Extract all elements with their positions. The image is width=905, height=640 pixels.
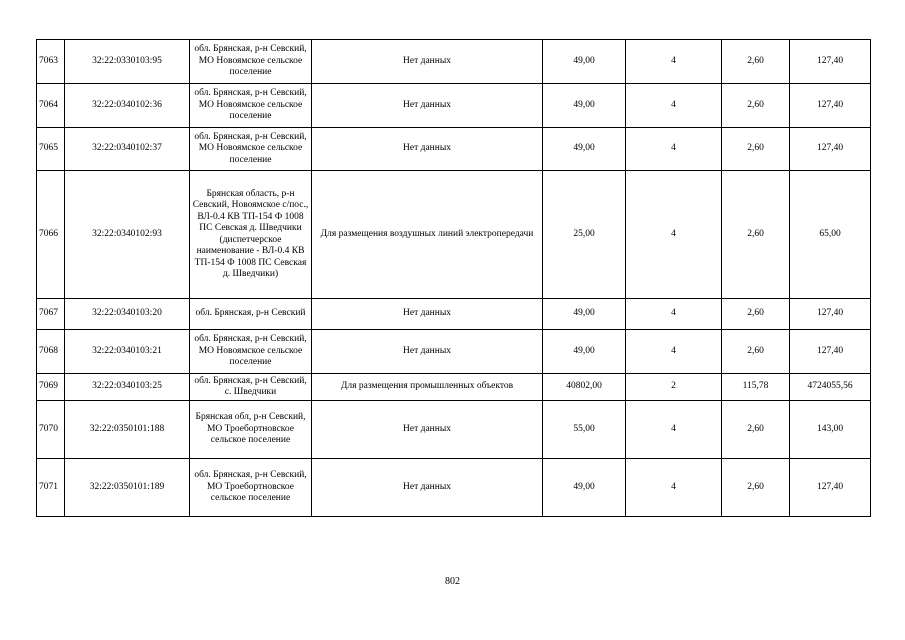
permitted-use: Нет данных — [312, 128, 543, 171]
cadastral-value: 127,40 — [790, 84, 871, 128]
row-number: 7063 — [37, 40, 65, 84]
cadastral-number: 32:22:0340103:20 — [65, 299, 190, 330]
permitted-use: Для размещения промышленных объектов — [312, 374, 543, 401]
row-number: 7067 — [37, 299, 65, 330]
row-number: 7064 — [37, 84, 65, 128]
row-number: 7066 — [37, 171, 65, 299]
permitted-use: Нет данных — [312, 84, 543, 128]
group-number: 4 — [626, 459, 722, 517]
specific-value: 2,60 — [722, 40, 790, 84]
cadastral-number: 32:22:0340102:36 — [65, 84, 190, 128]
area: 55,00 — [543, 401, 626, 459]
cadastral-number: 32:22:0350101:189 — [65, 459, 190, 517]
permitted-use: Для размещения воздушных линий электропередачи — [312, 171, 543, 299]
cadastral-register-table — [36, 39, 871, 517]
row-number: 7065 — [37, 128, 65, 171]
table-row — [37, 330, 871, 374]
group-number: 4 — [626, 171, 722, 299]
cadastral-number: 32:22:0330103:95 — [65, 40, 190, 84]
address: Брянская обл, р-н Севский, МО Троебортновское сельское поселение — [190, 401, 312, 459]
address: обл. Брянская, р-н Севский, МО Троебортновское сельское поселение — [190, 459, 312, 517]
cadastral-number: 32:22:0340103:21 — [65, 330, 190, 374]
group-number: 4 — [626, 299, 722, 330]
table-row — [37, 171, 871, 299]
area: 49,00 — [543, 128, 626, 171]
cadastral-number: 32:22:0340102:93 — [65, 171, 190, 299]
specific-value: 2,60 — [722, 330, 790, 374]
group-number: 4 — [626, 401, 722, 459]
table-row — [37, 128, 871, 171]
cadastral-number: 32:22:0340103:25 — [65, 374, 190, 401]
cadastral-value: 4724055,56 — [790, 374, 871, 401]
permitted-use: Нет данных — [312, 299, 543, 330]
row-number: 7069 — [37, 374, 65, 401]
cadastral-value: 127,40 — [790, 299, 871, 330]
specific-value: 2,60 — [722, 401, 790, 459]
group-number: 4 — [626, 128, 722, 171]
cadastral-value: 127,40 — [790, 128, 871, 171]
address: обл. Брянская, р-н Севский, МО Новоямское сельское поселение — [190, 128, 312, 171]
table-row — [37, 459, 871, 517]
address: обл. Брянская, р-н Севский, с. Шведчики — [190, 374, 312, 401]
page-number: 802 — [445, 576, 460, 587]
row-number: 7071 — [37, 459, 65, 517]
permitted-use: Нет данных — [312, 330, 543, 374]
area: 49,00 — [543, 299, 626, 330]
area: 49,00 — [543, 84, 626, 128]
specific-value: 2,60 — [722, 459, 790, 517]
group-number: 2 — [626, 374, 722, 401]
address: обл. Брянская, р-н Севский, МО Новоямское сельское поселение — [190, 330, 312, 374]
row-number: 7068 — [37, 330, 65, 374]
specific-value: 115,78 — [722, 374, 790, 401]
area: 49,00 — [543, 330, 626, 374]
specific-value: 2,60 — [722, 84, 790, 128]
group-number: 4 — [626, 40, 722, 84]
table-row — [37, 374, 871, 401]
cadastral-number: 32:22:0350101:188 — [65, 401, 190, 459]
cadastral-value: 127,40 — [790, 40, 871, 84]
address: обл. Брянская, р-н Севский, МО Новоямское сельское поселение — [190, 40, 312, 84]
cadastral-value: 143,00 — [790, 401, 871, 459]
table-row — [37, 299, 871, 330]
address: обл. Брянская, р-н Севский — [190, 299, 312, 330]
area: 49,00 — [543, 459, 626, 517]
cadastral-value: 65,00 — [790, 171, 871, 299]
permitted-use: Нет данных — [312, 459, 543, 517]
area: 25,00 — [543, 171, 626, 299]
cadastral-value: 127,40 — [790, 459, 871, 517]
table-row — [37, 40, 871, 84]
cadastral-number: 32:22:0340102:37 — [65, 128, 190, 171]
table-row — [37, 401, 871, 459]
group-number: 4 — [626, 84, 722, 128]
row-number: 7070 — [37, 401, 65, 459]
table-row — [37, 84, 871, 128]
area: 40802,00 — [543, 374, 626, 401]
specific-value: 2,60 — [722, 299, 790, 330]
area: 49,00 — [543, 40, 626, 84]
specific-value: 2,60 — [722, 171, 790, 299]
address: обл. Брянская, р-н Севский, МО Новоямское сельское поселение — [190, 84, 312, 128]
specific-value: 2,60 — [722, 128, 790, 171]
permitted-use: Нет данных — [312, 40, 543, 84]
address: Брянская область, р-н Севский, Новоямское с/пос., ВЛ-0.4 КВ ТП-154 Ф 1008 ПС Севская д. Шведчики (диспетчерское наименование - ВЛ-0.4 КВ ТП-154 Ф 1008 ПС Севская д. Шведчики) — [190, 171, 312, 299]
cadastral-value: 127,40 — [790, 330, 871, 374]
permitted-use: Нет данных — [312, 401, 543, 459]
group-number: 4 — [626, 330, 722, 374]
